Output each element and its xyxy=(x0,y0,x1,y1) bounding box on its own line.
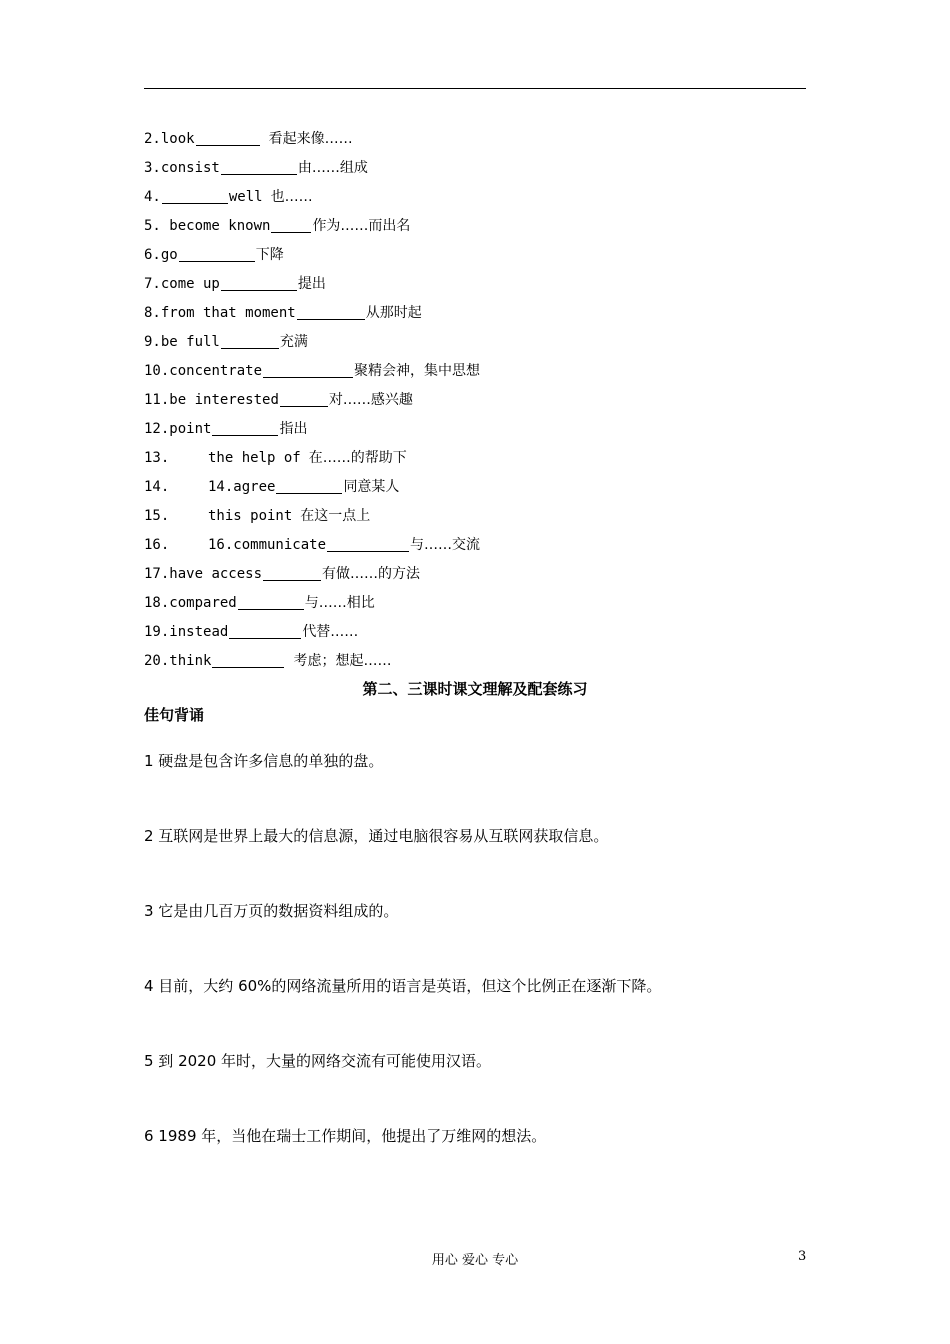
vocab-meaning: 考虑；想起…… xyxy=(293,652,392,669)
vocab-phrase: be interested xyxy=(169,391,279,408)
fill-in-blank xyxy=(196,131,260,146)
vocab-list xyxy=(144,124,784,675)
vocab-meaning: 从那时起 xyxy=(365,304,422,321)
recitation-sentence: 6 1989 年，当他在瑞士工作期间，他提出了万维网的想法。 xyxy=(144,1127,547,1145)
vocab-meaning: 由……组成 xyxy=(297,159,368,176)
vocab-number: 14. xyxy=(144,478,170,495)
vocab-number: 9. xyxy=(144,333,161,350)
fill-in-blank xyxy=(276,479,342,494)
vocab-number: 7. xyxy=(144,275,161,292)
vocab-number: 10. xyxy=(144,362,170,379)
fill-in-blank xyxy=(263,363,353,378)
vocab-number: 15. xyxy=(144,507,170,524)
vocab-number: 20. xyxy=(144,652,170,669)
vocab-phrase: be full xyxy=(160,333,220,350)
vocab-meaning: 对……感兴趣 xyxy=(328,391,413,408)
fill-in-blank xyxy=(179,247,255,262)
vocab-row xyxy=(144,153,784,182)
vocab-meaning: 指出 xyxy=(279,420,308,437)
fill-in-blank xyxy=(212,421,278,436)
vocab-phrase: 14.agree xyxy=(208,478,276,495)
fill-in-blank xyxy=(327,537,409,552)
vocab-row xyxy=(144,385,784,414)
vocab-phrase: compared xyxy=(169,594,237,611)
recitation-sentence: 3 它是由几百万页的数据资料组成的。 xyxy=(144,902,399,920)
vocab-row xyxy=(144,443,784,472)
vocab-meaning: 也…… xyxy=(270,188,313,205)
fill-in-blank xyxy=(221,276,297,291)
recitation-sentence: 5 到 2020 年时，大量的网络交流有可能使用汉语。 xyxy=(144,1052,492,1070)
vocab-number: 8. xyxy=(144,304,161,321)
fill-in-blank xyxy=(221,160,297,175)
subhead-recitation: 佳句背诵 xyxy=(144,706,205,724)
vocab-phrase: think xyxy=(169,652,212,669)
vocab-phrase: have access xyxy=(169,565,263,582)
vocab-phrase: point xyxy=(169,420,212,437)
fill-in-blank xyxy=(212,653,284,668)
fill-in-blank xyxy=(162,189,228,204)
vocab-number: 18. xyxy=(144,594,170,611)
fill-in-blank xyxy=(271,218,311,233)
fill-in-blank xyxy=(263,566,321,581)
recitation-sentence: 2 互联网是世界上最大的信息源，通过电脑很容易从互联网获取信息。 xyxy=(144,827,609,845)
vocab-row xyxy=(144,501,784,530)
vocab-phrase-suffix: well xyxy=(228,188,263,205)
vocab-row xyxy=(144,530,784,559)
vocab-meaning: 在这一点上 xyxy=(300,507,371,524)
vocab-meaning: 提出 xyxy=(297,275,326,292)
vocab-meaning: 在……的帮助下 xyxy=(308,449,407,466)
vocab-row xyxy=(144,472,784,501)
footer-motto: 用心 爱心 专心 xyxy=(431,1253,519,1268)
vocab-phrase: 16.communicate xyxy=(208,536,327,553)
vocab-phrase: come up xyxy=(160,275,220,292)
fill-in-blank xyxy=(221,334,279,349)
vocab-number: 5. xyxy=(144,217,161,234)
vocab-meaning: 与……交流 xyxy=(410,536,481,553)
vocab-meaning: 下降 xyxy=(255,246,284,263)
vocab-row xyxy=(144,240,784,269)
vocab-row xyxy=(144,182,784,211)
recitation-sentence: 4 目前，大约 60%的网络流量所用的语言是英语，但这个比例正在逐渐下降。 xyxy=(144,977,662,995)
vocab-row xyxy=(144,559,784,588)
vocab-phrase: consist xyxy=(160,159,220,176)
vocab-phrase: the help of xyxy=(208,449,301,466)
vocab-row xyxy=(144,414,784,443)
vocab-meaning: 看起来像…… xyxy=(268,130,353,147)
fill-in-blank xyxy=(229,624,301,639)
vocab-row xyxy=(144,124,784,153)
vocab-phrase: look xyxy=(160,130,195,147)
vocab-number: 13. xyxy=(144,449,170,466)
vocab-phrase: go xyxy=(160,246,178,263)
vocab-row xyxy=(144,646,784,675)
vocab-row xyxy=(144,356,784,385)
vocab-meaning: 聚精会神，集中思想 xyxy=(354,362,481,379)
vocab-meaning: 代替…… xyxy=(302,623,359,640)
vocab-meaning: 同意某人 xyxy=(343,478,400,495)
vocab-meaning: 与……相比 xyxy=(304,594,375,611)
vocab-phrase: become known xyxy=(160,217,271,234)
vocab-phrase: concentrate xyxy=(169,362,263,379)
vocab-row xyxy=(144,211,784,240)
vocab-row xyxy=(144,588,784,617)
fill-in-blank xyxy=(280,392,328,407)
vocab-row xyxy=(144,298,784,327)
vocab-number: 4. xyxy=(144,188,161,205)
recitation-sentence: 1 硬盘是包含许多信息的单独的盘。 xyxy=(144,752,384,770)
vocab-row xyxy=(144,269,784,298)
vocab-number: 16. xyxy=(144,536,170,553)
header-rule xyxy=(144,88,806,89)
vocab-number: 17. xyxy=(144,565,170,582)
vocab-phrase: this point xyxy=(208,507,293,524)
vocab-number: 6. xyxy=(144,246,161,263)
vocab-number: 11. xyxy=(144,391,170,408)
fill-in-blank xyxy=(297,305,365,320)
page-number: 3 xyxy=(798,1249,807,1264)
vocab-phrase: instead xyxy=(169,623,229,640)
vocab-row xyxy=(144,327,784,356)
fill-in-blank xyxy=(238,595,304,610)
vocab-meaning: 有做……的方法 xyxy=(322,565,421,582)
vocab-row xyxy=(144,617,784,646)
vocab-phrase: from that moment xyxy=(160,304,296,321)
vocab-number: 19. xyxy=(144,623,170,640)
vocab-meaning: 作为……而出名 xyxy=(312,217,411,234)
vocab-meaning: 充满 xyxy=(279,333,308,350)
vocab-number: 3. xyxy=(144,159,161,176)
section-title: 第二、三课时课文理解及配套练习 xyxy=(362,680,588,698)
vocab-number: 2. xyxy=(144,130,161,147)
vocab-number: 12. xyxy=(144,420,170,437)
